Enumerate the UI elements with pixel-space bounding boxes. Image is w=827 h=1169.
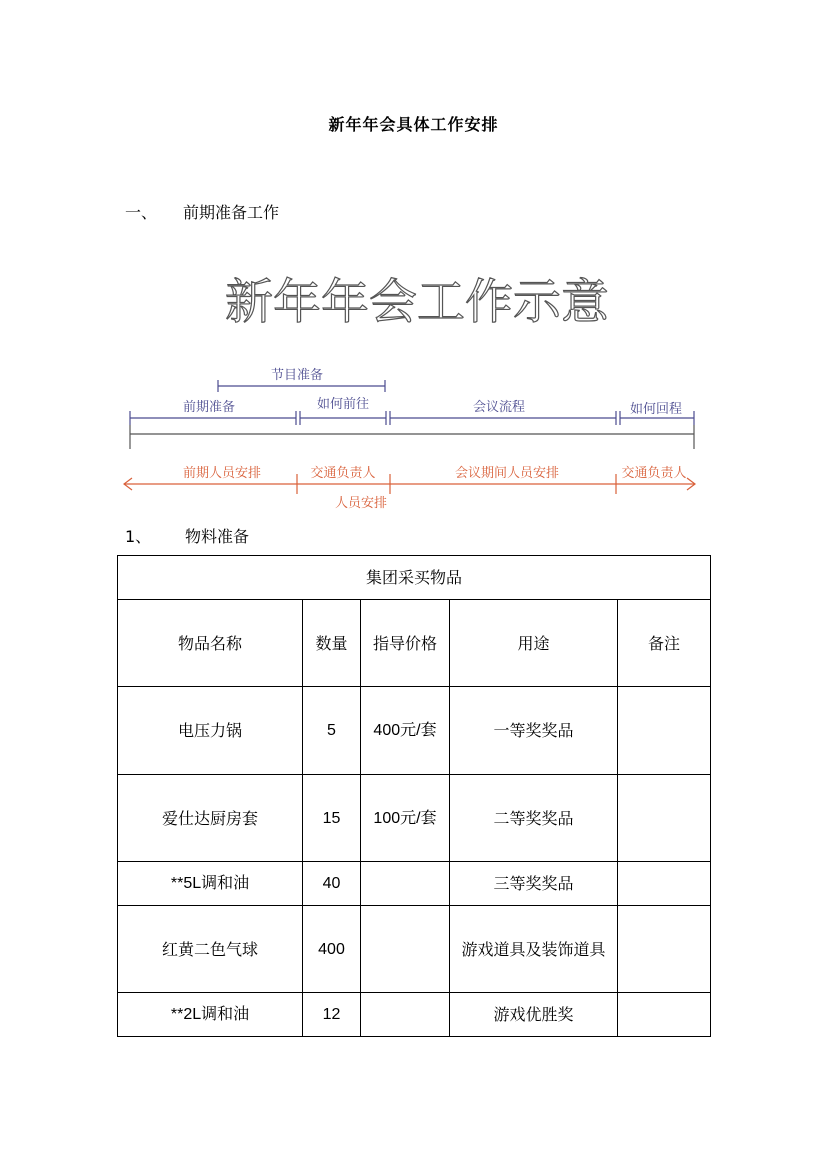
diagram-title: 新年年会工作示意: [224, 274, 610, 330]
table-row: [118, 775, 711, 862]
staff-caption: 人员安排: [334, 496, 388, 511]
cell-usage: 二等奖奖品: [450, 775, 618, 862]
cell-price: [361, 862, 450, 906]
cell-quantity: 5: [303, 687, 361, 775]
header-cell: 指导价格: [361, 600, 450, 687]
cell-note: [618, 993, 711, 1037]
workflow-diagram: [110, 262, 710, 518]
cell-quantity: 12: [303, 993, 361, 1037]
document-title: 新年年会具体工作安排: [328, 115, 499, 134]
staff-label: 会议期间人员安排: [454, 466, 560, 481]
phase-label: 前期准备: [182, 400, 236, 415]
cell-note: [618, 775, 711, 862]
section-heading-materials: [125, 524, 249, 547]
table-row: [118, 906, 711, 993]
phase-label: 会议流程: [472, 400, 526, 415]
table-header-row: [118, 600, 711, 687]
cell-price: 400元/套: [361, 687, 450, 775]
cell-note: [618, 906, 711, 993]
section-title: 物料准备: [185, 527, 250, 546]
staff-label: 交通负责人: [310, 466, 376, 481]
cell-note: [618, 862, 711, 906]
cell-item-name: 电压力锅: [118, 687, 303, 775]
section-number: 一、: [125, 203, 158, 222]
table-row: [118, 993, 711, 1037]
header-cell: 备注: [618, 600, 711, 687]
phase-label: 如何回程: [629, 402, 683, 417]
section-heading-preparation: [125, 200, 279, 223]
cell-usage: 三等奖奖品: [450, 862, 618, 906]
purchase-table: [117, 555, 711, 1037]
table-row: [118, 862, 711, 906]
staff-label: 前期人员安排: [182, 466, 262, 481]
cell-note: [618, 687, 711, 775]
cell-usage: 一等奖奖品: [450, 687, 618, 775]
cell-usage: 游戏道具及装饰道具: [450, 906, 618, 993]
phase-label: 如何前往: [316, 397, 370, 412]
cell-price: [361, 993, 450, 1037]
cell-item-name: **5L调和油: [118, 862, 303, 906]
cell-price: [361, 906, 450, 993]
section-title: 前期准备工作: [183, 203, 280, 222]
cell-quantity: 400: [303, 906, 361, 993]
cell-price: 100元/套: [361, 775, 450, 862]
top-label: 节目准备: [270, 368, 324, 383]
header-cell: 物品名称: [118, 600, 303, 687]
cell-item-name: **2L调和油: [118, 993, 303, 1037]
table-row: [118, 687, 711, 775]
table-caption: 集团采买物品: [118, 556, 711, 600]
header-cell: 用途: [450, 600, 618, 687]
header-cell: 数量: [303, 600, 361, 687]
cell-item-name: 爱仕达厨房套: [118, 775, 303, 862]
section-number: 1、: [125, 527, 152, 546]
staff-label: 交通负责人: [621, 466, 687, 481]
cell-quantity: 40: [303, 862, 361, 906]
cell-quantity: 15: [303, 775, 361, 862]
cell-item-name: 红黄二色气球: [118, 906, 303, 993]
cell-usage: 游戏优胜奖: [450, 993, 618, 1037]
